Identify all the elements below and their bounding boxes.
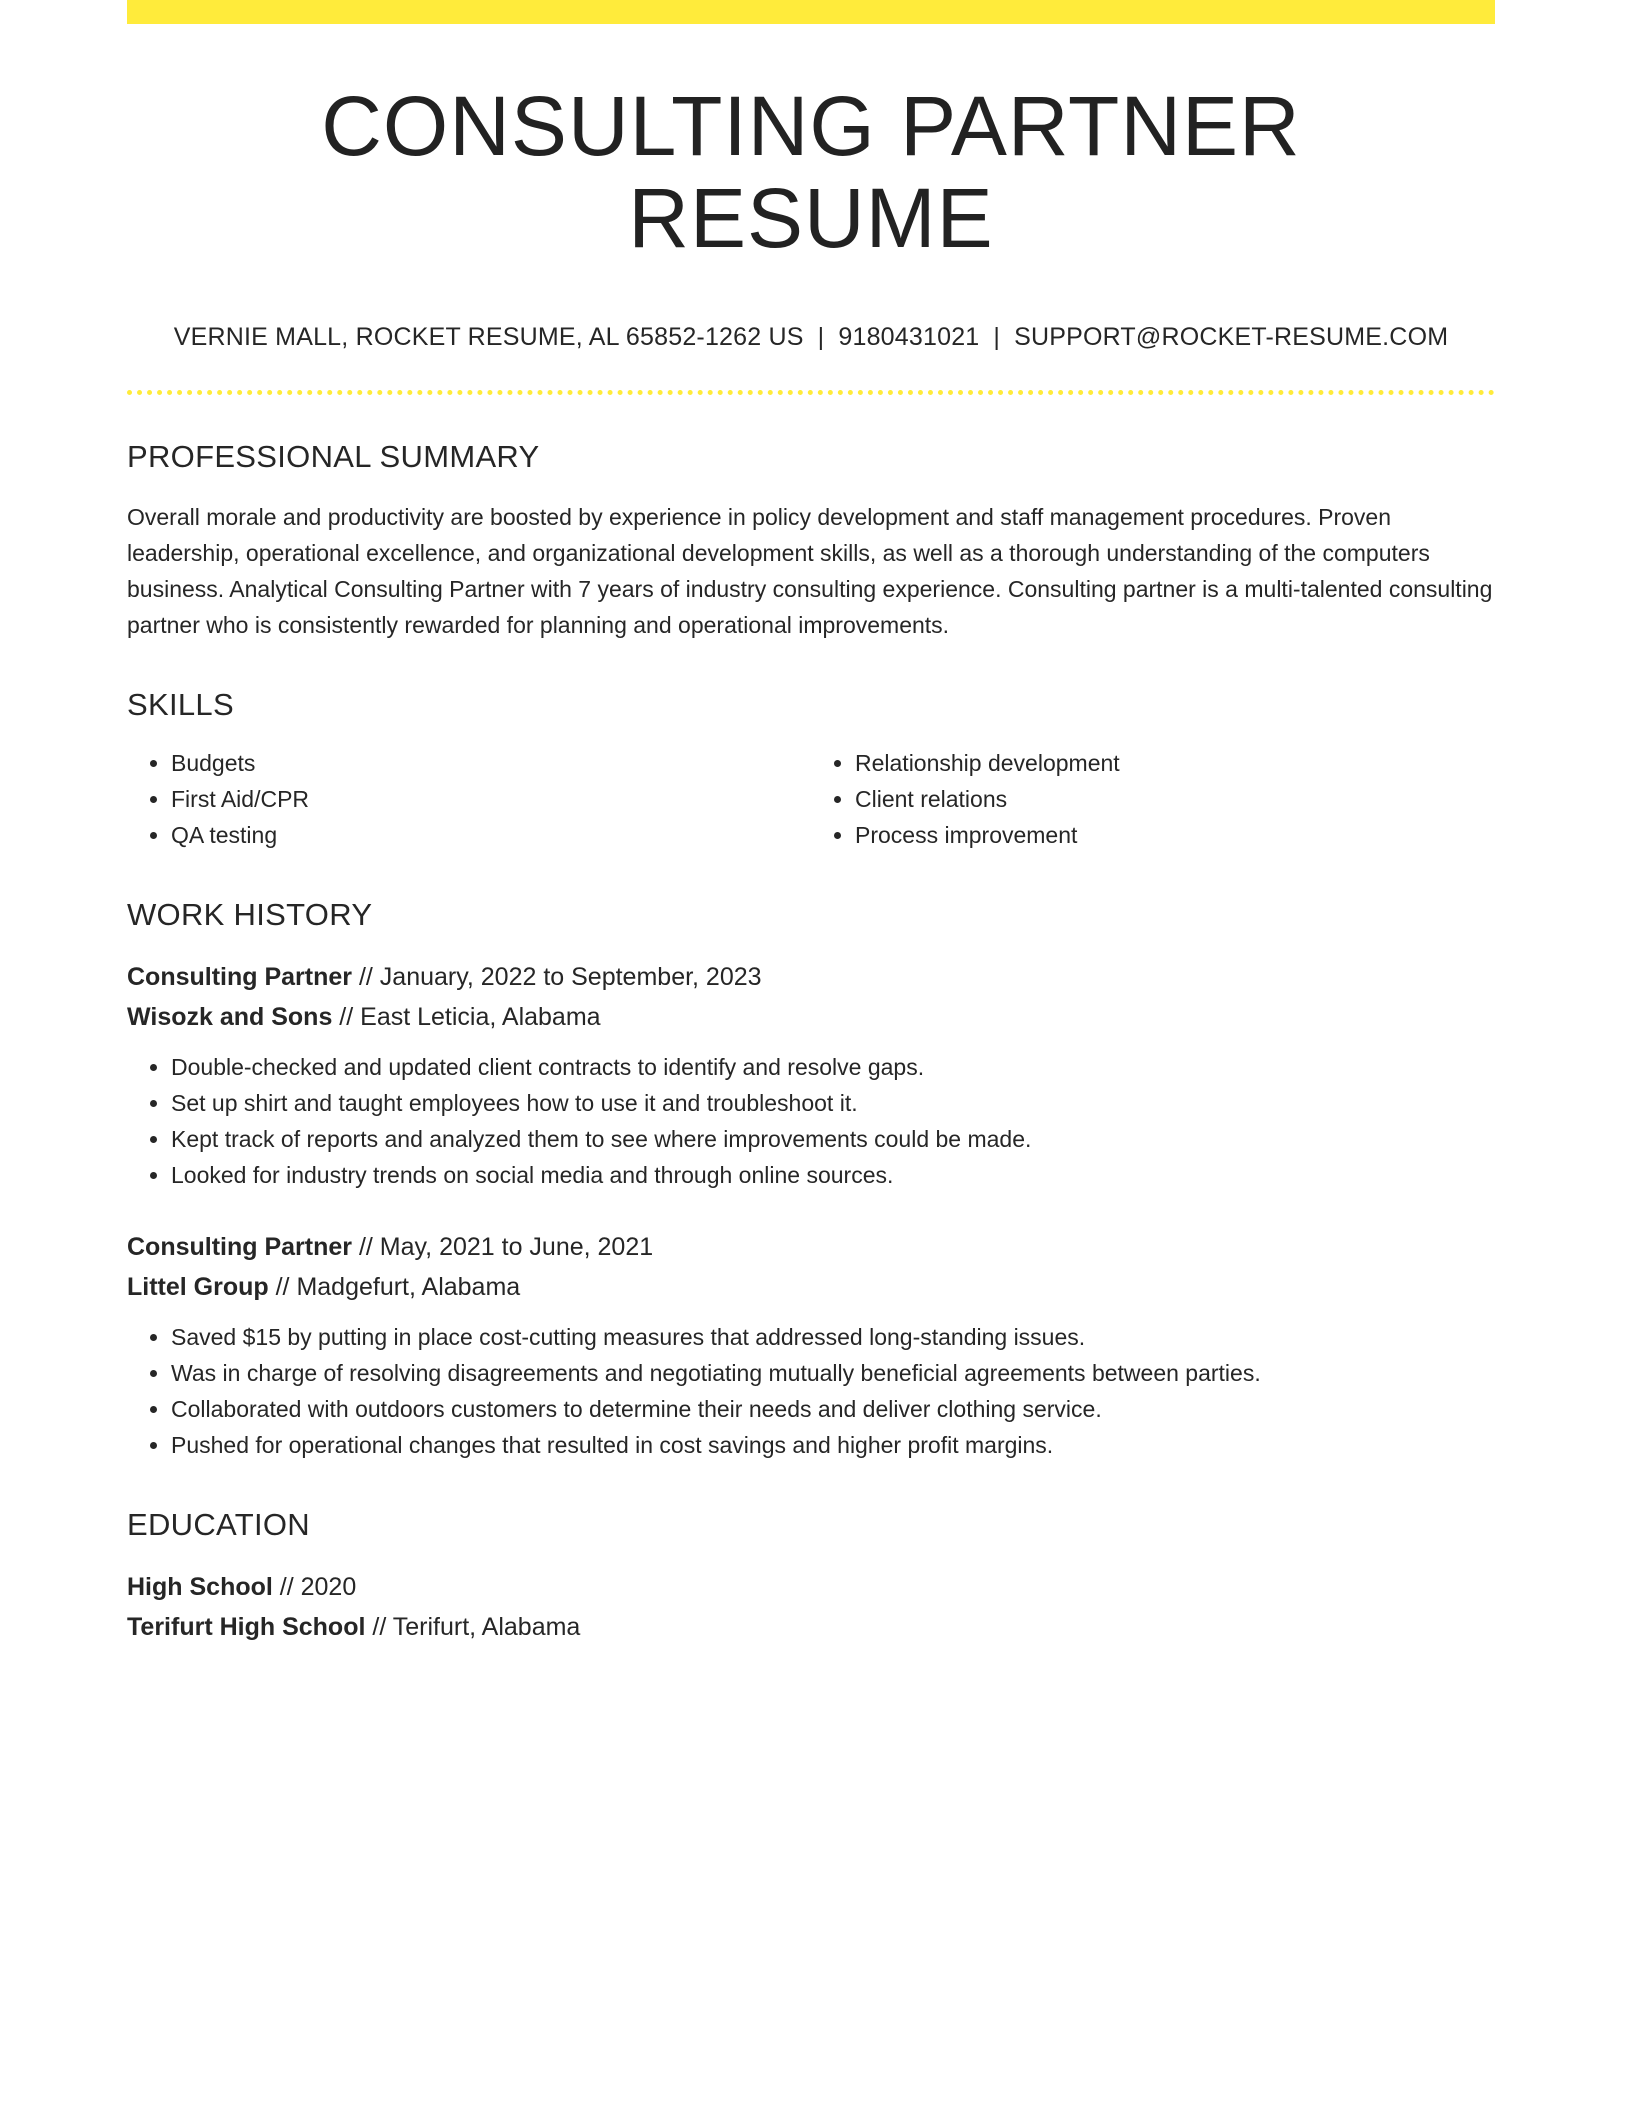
accent-bar	[127, 0, 1495, 24]
job-location: // Madgefurt, Alabama	[268, 1272, 521, 1301]
skills-list	[127, 745, 1495, 853]
job-bullet: • Kept track of reports and analyzed them to see where improvements could be made.	[171, 1121, 1495, 1157]
contact-line	[127, 323, 1495, 352]
job-title-line	[127, 1227, 1495, 1267]
resume-page	[127, 0, 1495, 1647]
job-company: Littel Group	[127, 1272, 269, 1301]
job-company-line	[127, 997, 1495, 1037]
job-entry	[127, 957, 1495, 1193]
summary-text: Overall morale and productivity are boosted by experience in policy development and staff management procedures. Proven leadership, operational excellence, and organizational development skills, as well as a thorough understanding of the computers business. Analytical Consulting Partner with 7 years of industry consulting experience. Consulting partner is a multi-talented consulting partner who is consistently rewarded for planning and operational improvements.	[127, 503, 1493, 638]
contact-separator: |	[993, 322, 1001, 351]
job-bullet: • Collaborated with outdoors customers to determine their needs and deliver clothing service.	[171, 1391, 1495, 1427]
job-dates: // May, 2021 to June, 2021	[352, 1232, 654, 1261]
job-bullet: • Set up shirt and taught employees how to use it and troubleshoot it.	[171, 1085, 1495, 1121]
education-school-line	[127, 1607, 1495, 1647]
skill-item: • Client relations	[855, 781, 1495, 817]
job-bullets	[127, 1049, 1495, 1193]
skill-item: • Budgets	[171, 745, 811, 781]
skills-heading: SKILLS	[127, 686, 234, 722]
work-history-heading: WORK HISTORY	[127, 896, 373, 932]
job-bullet: • Saved $15 by putting in place cost-cutting measures that addressed long-standing issues.	[171, 1319, 1495, 1355]
contact-email: SUPPORT@ROCKET-RESUME.COM	[1014, 322, 1449, 351]
contact-address: VERNIE MALL, ROCKET RESUME, AL 65852-1262 US	[173, 322, 804, 351]
job-bullet: • Looked for industry trends on social media and through online sources.	[171, 1157, 1495, 1193]
skill-item: • Relationship development	[855, 745, 1495, 781]
job-bullet: • Pushed for operational changes that resulted in cost savings and higher profit margins.	[171, 1427, 1495, 1463]
job-entry	[127, 1227, 1495, 1463]
job-bullet: • Double-checked and updated client contracts to identify and resolve gaps.	[171, 1049, 1495, 1085]
job-company: Wisozk and Sons	[127, 1002, 333, 1031]
skill-item: • Process improvement	[855, 817, 1495, 853]
skill-item: • First Aid/CPR	[171, 781, 811, 817]
education-degree-line	[127, 1567, 1495, 1607]
dotted-divider	[127, 390, 1495, 395]
resume-title: CONSULTING PARTNER RESUME	[321, 79, 1301, 266]
skills-column-right	[811, 745, 1495, 853]
job-company-line	[127, 1267, 1495, 1307]
skill-item: • QA testing	[171, 817, 811, 853]
skills-column-left	[127, 745, 811, 853]
job-dates: // January, 2022 to September, 2023	[352, 962, 762, 991]
job-title: Consulting Partner	[127, 1232, 353, 1261]
education-degree: High School	[127, 1572, 273, 1601]
job-bullet: • Was in charge of resolving disagreements and negotiating mutually beneficial agreements between parties.	[171, 1355, 1495, 1391]
education-year: // 2020	[272, 1572, 357, 1601]
job-bullets	[127, 1319, 1495, 1463]
education-entry	[127, 1567, 1495, 1647]
education-heading: EDUCATION	[127, 1506, 310, 1542]
job-title-line	[127, 957, 1495, 997]
summary-heading: PROFESSIONAL SUMMARY	[127, 438, 540, 474]
education-school: Terifurt High School	[127, 1612, 366, 1641]
job-location: // East Leticia, Alabama	[332, 1002, 601, 1031]
contact-separator: |	[817, 322, 825, 351]
education-location: // Terifurt, Alabama	[365, 1612, 581, 1641]
job-title: Consulting Partner	[127, 962, 353, 991]
contact-phone: 9180431021	[838, 322, 980, 351]
